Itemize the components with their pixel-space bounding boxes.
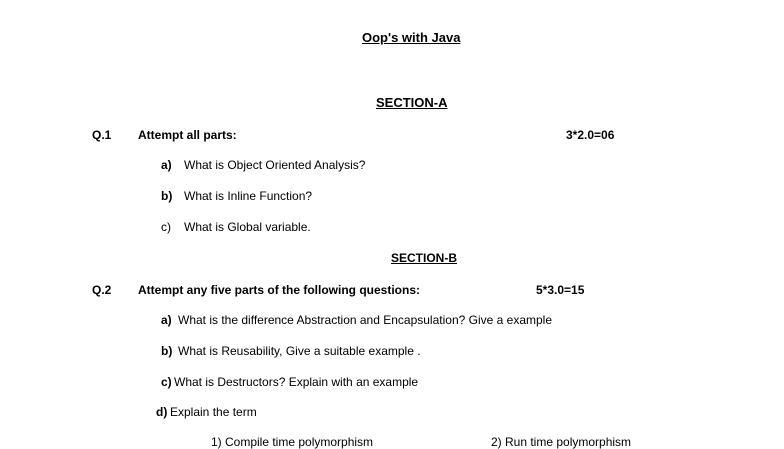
- q2-part-c-text: What is Destructors? Explain with an example: [174, 375, 419, 389]
- q1-part-b-text: What is Inline Function?: [184, 189, 313, 203]
- q2-part-a-label: a): [161, 313, 172, 327]
- q2-subpart-1-text: Compile time polymorphism: [225, 435, 374, 449]
- q2-part-c-label: c): [161, 375, 172, 389]
- q1-part-a-text: What is Object Oriented Analysis?: [184, 158, 366, 172]
- q2-part-b-text: What is Reusability, Give a suitable example .: [178, 344, 421, 358]
- question-2-marks: 5*3.0=15: [536, 283, 585, 297]
- section-a-heading: SECTION-A: [376, 95, 448, 110]
- question-2-number: Q.2: [92, 283, 112, 297]
- q2-subpart-2-text: Run time polymorphism: [505, 435, 632, 449]
- q2-part-d-text: Explain the term: [170, 405, 257, 419]
- document-title: Oop's with Java: [362, 30, 461, 45]
- q2-part-a-text: What is the difference Abstraction and Encapsulation? Give a example: [178, 313, 552, 327]
- q1-part-c-text: What is Global variable.: [184, 220, 311, 234]
- q2-part-b-label: b): [161, 344, 173, 358]
- q2-subpart-2-label: 2): [491, 435, 502, 449]
- q1-part-a-label: a): [161, 158, 172, 172]
- q1-part-c-label: c): [161, 220, 171, 234]
- q1-part-b-label: b): [161, 189, 173, 203]
- question-1-number: Q.1: [92, 128, 112, 142]
- q2-subpart-1-label: 1): [211, 435, 222, 449]
- question-1-instruction: Attempt all parts:: [138, 128, 237, 142]
- section-b-heading: SECTION-B: [391, 251, 457, 265]
- q2-part-d-label: d): [156, 405, 168, 419]
- question-2-instruction: Attempt any five parts of the following questions:: [138, 283, 421, 297]
- question-1-marks: 3*2.0=06: [566, 128, 615, 142]
